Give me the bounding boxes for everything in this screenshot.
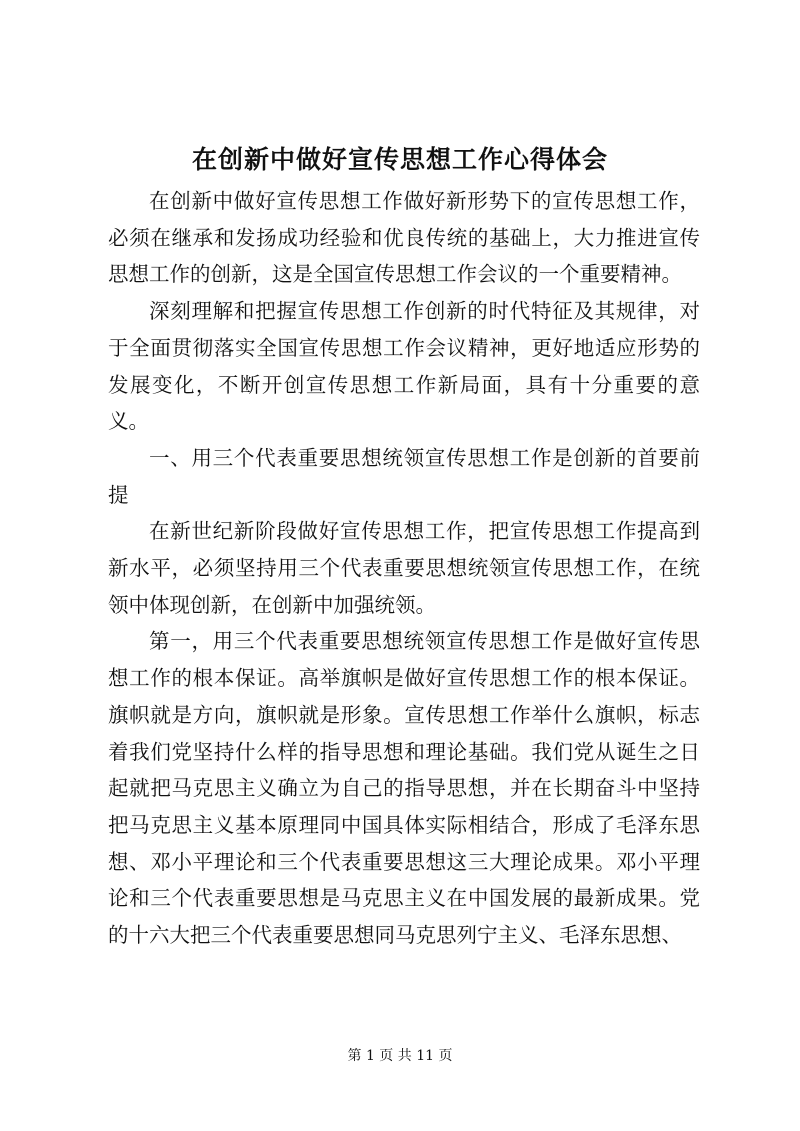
document-body bbox=[108, 183, 700, 954]
paragraph: 在创新中做好宣传思想工作做好新形势下的宣传思想工作，必须在继承和发扬成功经验和优良传统的基础上，大力推进宣传思想工作的创新，这是全国宣传思想工作会议的一个重要精神。 bbox=[108, 189, 700, 287]
section-heading: 一、用三个代表重要思想统领宣传思想工作是创新的首要前提 bbox=[108, 445, 700, 507]
document-title: 在创新中做好宣传思想工作心得体会 bbox=[191, 145, 608, 174]
page-footer: 第 1 页 共 11 页 bbox=[347, 1048, 453, 1064]
paragraph: 在新世纪新阶段做好宣传思想工作，把宣传思想工作提高到新水平，必须坚持用三个代表重要思想统领宣传思想工作，在统领中体现创新，在创新中加强统领。 bbox=[108, 519, 700, 617]
paragraph: 第一，用三个代表重要思想统领宣传思想工作是做好宣传思想工作的根本保证。高举旗帜是做好宣传思想工作的根本保证。旗帜就是方向，旗帜就是形象。宣传思想工作举什么旗帜，标志着我们党坚持什么样的指导思想和理论基础。我们党从诞生之日起就把马克思主义确立为自己的指导思想，并在长期奋斗中坚持把马克思主义基本原理同中国具体实际相结合，形成了毛泽东思想、邓小平理论和三个代表重要思想这三大理论成果。邓小平理论和三个代表重要思想是马克思主义在中国发展的最新成果。党的十六大把三个代表重要思想同马克思列宁主义、毛泽东思想、 bbox=[108, 629, 700, 948]
paragraph: 深刻理解和把握宣传思想工作创新的时代特征及其规律，对于全面贯彻落实全国宣传思想工作会议精神，更好地适应形势的发展变化，不断开创宣传思想工作新局面，具有十分重要的意义。 bbox=[108, 299, 700, 434]
